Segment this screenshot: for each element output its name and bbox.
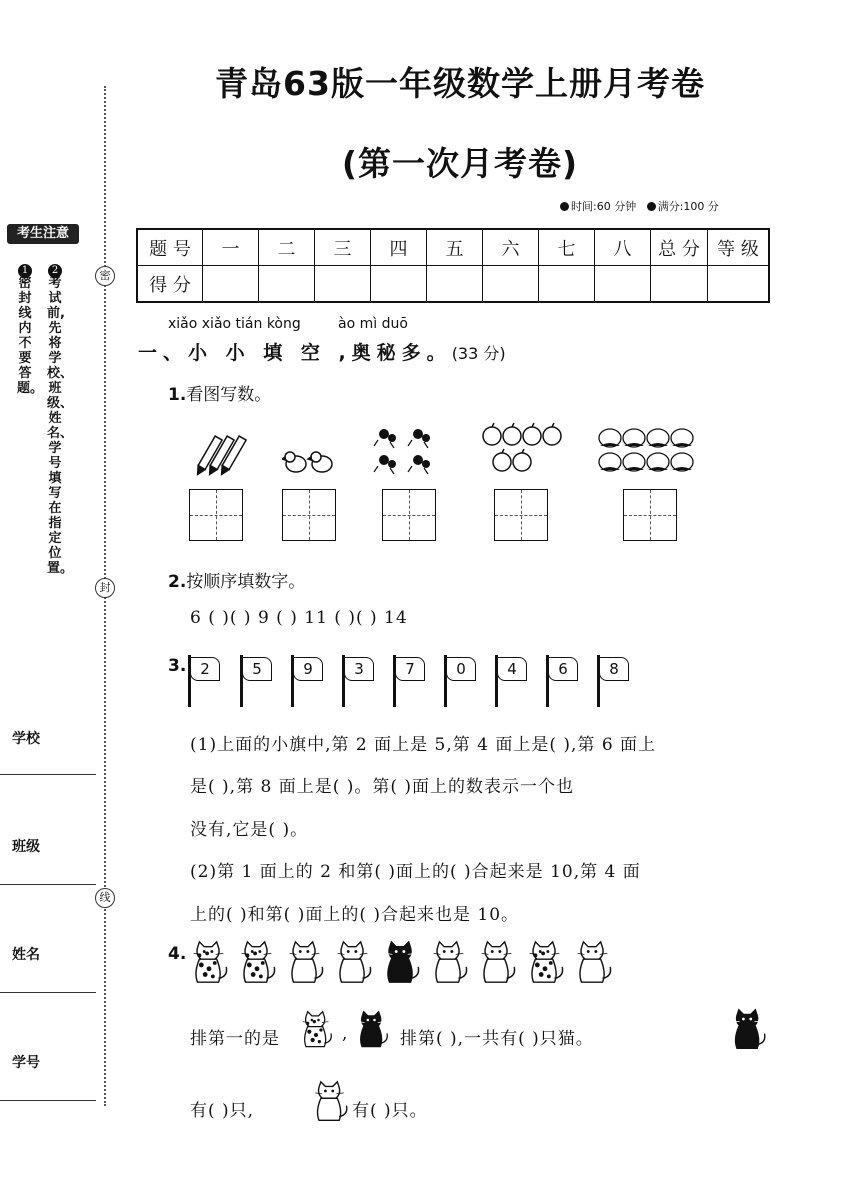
q4-line2-a: 有( )只, [190,1101,255,1121]
cat-black-icon [726,1008,770,1056]
page-title: 青岛63版一年级数学上册月考卷 [215,64,705,103]
check-icon [647,202,656,211]
score-header-cell: 二 [259,229,315,266]
score-table-score-row [137,266,769,303]
q3-line2: 是( ),第 8 面上是( )。第( )面上的数表示一个也 [190,777,575,797]
q3-line1: (1)上面的小旗中,第 2 面上是 5,第 4 面上是( ),第 6 面上 [190,735,657,755]
cat-white-icon [308,1080,352,1128]
cat-white-icon [426,940,472,990]
q4-line1-a: 排第一的是 [190,1029,280,1049]
score-row-label: 得 分 [137,266,203,303]
flag-6: 0 [442,655,478,707]
cat-black-icon [378,940,424,990]
rule1-number: 1 [18,258,32,278]
q3-line3: 没有,它是( )。 [190,820,309,840]
flag-8: 6 [544,655,580,707]
q4-number: 4. [168,944,187,964]
seal-xian: 线 [95,888,115,908]
flag-1: 2 [186,655,222,707]
notice-tag: 考生注意 [7,224,79,244]
field-school-line[interactable] [0,774,96,775]
score-cell[interactable] [315,266,371,303]
q2-sequence: 6 ( )( ) 9 ( ) 11 ( )( ) 14 [190,608,408,628]
cat-row [186,940,626,992]
q1-prompt: 1.看图写数。 [168,385,272,405]
q3-line5: 上的( )和第( )面上的( )合起来也是 10。 [190,905,520,925]
field-class-line[interactable] [0,884,96,885]
exam-meta: 时间:60 分钟 满分:100 分 [560,198,719,214]
score-cell[interactable] [708,266,770,303]
section-pinyin-2: ào mì duō [338,316,408,332]
cat-black-icon [352,1010,392,1054]
flag-2: 5 [238,655,274,707]
answer-box-ants[interactable] [382,489,436,541]
clock-icon [560,202,569,211]
cat-white-icon [570,940,616,990]
score-header-cell: 一 [203,229,259,266]
answer-box-birds[interactable] [282,489,336,541]
flag-5: 7 [391,655,427,707]
ants-image [372,422,438,478]
cat-spotted-icon [234,940,280,990]
cat-white-icon [282,940,328,990]
q4-line2-b: 有( )只。 [352,1101,428,1121]
answer-box-peaches[interactable] [623,489,677,541]
q3-line4: (2)第 1 面上的 2 和第( )面上的( )合起来是 10,第 4 面 [190,862,641,882]
section-pinyin-1: xiǎo xiǎo tián kòng [168,316,301,332]
score-cell[interactable] [427,266,483,303]
rule1-text: 密封线内不要答题。 [17,276,44,396]
flag-9: 8 [595,655,631,707]
section-heading: 一、小 小 填 空 ,奥秘多。(33 分) [138,342,506,364]
answer-box-apples[interactable] [494,489,548,541]
field-school-label: 学校 [12,731,40,747]
q3-number: 3. [168,656,187,676]
field-class-label: 班级 [12,839,40,855]
cat-white-icon [474,940,520,990]
score-header-cell: 总 分 [651,229,708,266]
score-table [136,228,770,303]
cat-white-icon [330,940,376,990]
field-id-line[interactable] [0,1100,96,1101]
score-header-cell: 题 号 [137,229,203,266]
score-cell[interactable] [371,266,427,303]
score-cell[interactable] [259,266,315,303]
seal-feng: 封 [95,578,115,598]
seal-mi: 密 [95,266,115,286]
apples-image [478,420,564,476]
cat-spotted-icon [296,1010,336,1054]
field-name-label: 姓名 [12,947,40,963]
score-table-header-row [137,229,769,266]
page-subtitle: (第一次月考卷) [341,144,579,183]
score-cell[interactable] [203,266,259,303]
score-header-cell: 六 [483,229,539,266]
score-header-cell: 四 [371,229,427,266]
score-cell[interactable] [539,266,595,303]
cat-spotted-icon [522,940,568,990]
score-header-cell: 五 [427,229,483,266]
field-id-label: 学号 [12,1055,40,1071]
peaches-image [596,424,704,476]
q4-line1-sep: , [342,1024,349,1044]
rule2-number: 2 [48,258,62,278]
answer-box-pencils[interactable] [189,489,243,541]
q2-prompt: 2.按顺序填数字。 [168,572,306,592]
score-cell[interactable] [595,266,651,303]
score-header-cell: 三 [315,229,371,266]
score-cell[interactable] [483,266,539,303]
q4-line1-b: 排第( ),一共有( )只猫。 [400,1029,594,1049]
field-name-line[interactable] [0,992,96,993]
rule2-text: 考试前,先将学校、班级、姓名、学号填写在指定位置。 [47,276,74,576]
flag-4: 3 [340,655,376,707]
birds-image [282,448,338,476]
flag-3: 9 [289,655,325,707]
flag-7: 4 [493,655,529,707]
cat-spotted-icon [186,940,232,990]
score-header-cell: 八 [595,229,651,266]
pencils-image [190,432,250,478]
score-cell[interactable] [651,266,708,303]
score-header-cell: 七 [539,229,595,266]
score-header-cell: 等 级 [708,229,770,266]
